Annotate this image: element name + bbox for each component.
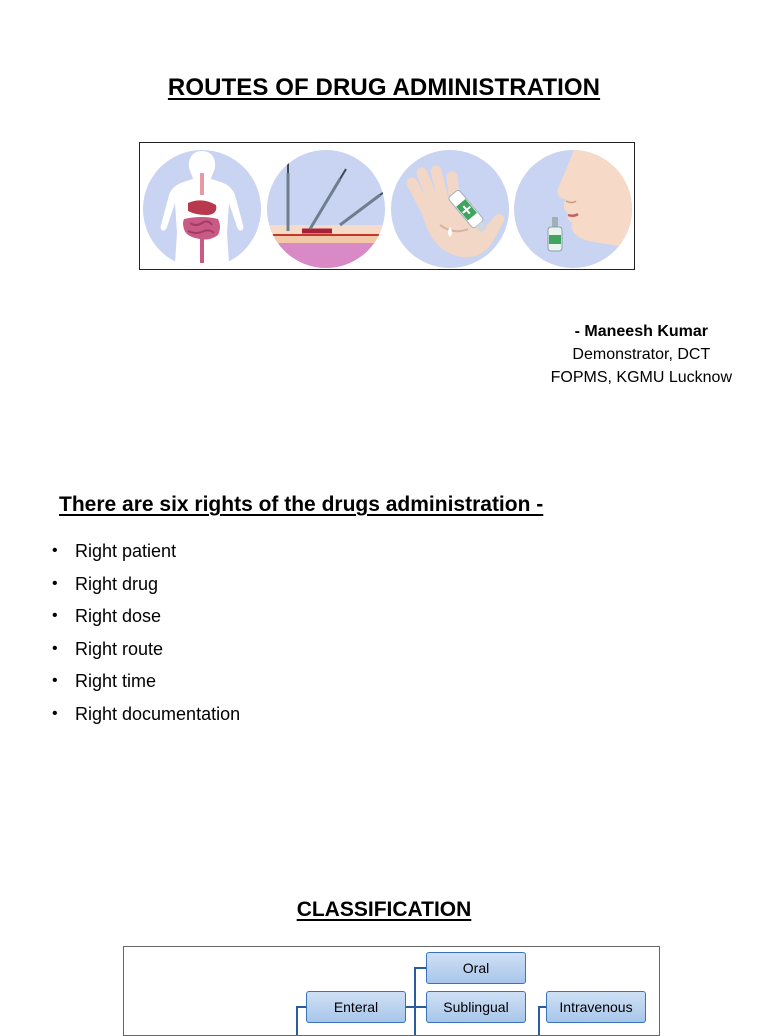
list-item: • Right patient [52,538,240,571]
hero-illustration-strip [139,142,635,270]
author-name: - Maneesh Kumar [574,323,708,340]
connector-line [296,1006,298,1036]
connector-line [414,1006,426,1008]
classification-heading: CLASSIFICATION [296,898,472,921]
author-role: Demonstrator, DCT [572,346,711,363]
node-enteral: Enteral [306,991,406,1023]
bullet-icon: • [52,672,58,689]
bullet-icon: • [52,574,58,592]
list-item: • Right dose [52,603,240,636]
digestive-system-illustration-icon [143,150,261,271]
bullet-icon: • [52,639,58,657]
rights-list [52,538,240,733]
injection-routes-illustration-icon [260,150,400,271]
list-item: • Right time [52,668,240,701]
node-oral: Oral [426,952,526,984]
list-item: • Right documentation [52,701,240,734]
connector-line [296,1006,306,1008]
list-item: • Right drug [52,571,240,604]
topical-application-hand-icon [391,150,509,268]
connector-line [414,967,416,1036]
rights-heading: There are six rights of the drugs administration - [59,493,544,516]
bullet-icon: • [52,704,58,722]
bullet-icon: • [52,607,58,624]
node-sublingual: Sublingual [426,991,526,1023]
page-title: ROUTES OF DRUG ADMINISTRATION [167,74,601,101]
connector-line [538,1006,546,1008]
nasal-spray-icon [514,143,636,268]
connector-line [538,1006,540,1036]
author-block [551,320,732,389]
node-intravenous: Intravenous [546,991,646,1023]
hero-illustrations [140,143,636,271]
connector-line [414,967,426,969]
classification-diagram [123,946,660,1036]
bullet-icon: • [52,542,58,559]
list-item: • Right route [52,636,240,669]
author-affiliation: FOPMS, KGMU Lucknow [550,369,732,386]
